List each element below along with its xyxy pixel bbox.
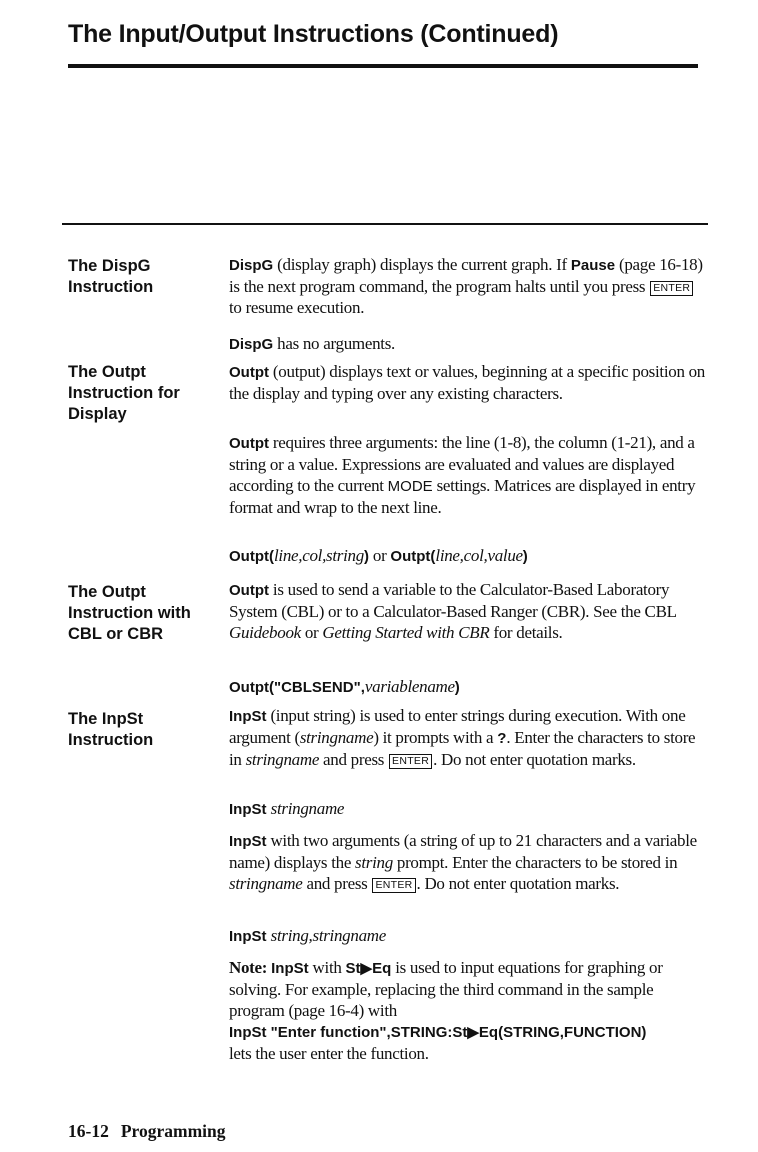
keyword: DispG <box>229 336 274 353</box>
section-rule <box>62 223 708 225</box>
keyword: InpSt <box>229 833 267 850</box>
code-example: InpSt "Enter function",STRING:St▶Eq(STRING,FUNCTION) <box>229 1024 647 1041</box>
text: requires three arguments: the line (1-8), the column (1-21), and a string or a value. Expressions are evaluated and values are displayed according to the current <box>229 433 695 495</box>
text: settings. Matrices are displayed in entry format and wrap to the next line. <box>229 476 696 517</box>
text: and press <box>319 750 389 769</box>
text: ) it prompts with a <box>373 728 498 747</box>
dispg-paragraph-2 <box>229 333 709 355</box>
heading-line: The Outpt <box>68 363 146 381</box>
keyword: InpSt <box>229 801 271 818</box>
argument: string <box>355 853 393 872</box>
text: . Enter the characters to store in <box>229 728 696 769</box>
heading-dispg <box>68 256 218 298</box>
inpst-note <box>229 957 709 1064</box>
heading-line: The DispG <box>68 257 151 275</box>
text: prompt. Enter the characters to be stored in <box>392 853 678 872</box>
text: for details. <box>489 623 563 642</box>
inpst-syntax-1 <box>229 798 709 820</box>
text: to resume execution. <box>229 298 365 317</box>
heading-outpt-cbl <box>68 582 218 645</box>
keyword: Outpt <box>229 364 269 381</box>
text: . Do not enter quotation marks. <box>416 874 620 893</box>
outpt-display-paragraph-1 <box>229 361 709 404</box>
text: lets the user enter the function. <box>229 1044 429 1063</box>
heading-inpst <box>68 709 218 751</box>
page-number: 16-12 <box>68 1121 109 1141</box>
keyword: Outpt( <box>229 548 274 565</box>
mode-label: MODE <box>387 478 433 495</box>
enter-key-glyph: ENTER <box>372 878 415 893</box>
keyword: Outpt("CBLSEND", <box>229 679 365 696</box>
outpt-display-paragraph-2 <box>229 432 709 518</box>
keyword: St▶Eq <box>345 960 392 977</box>
keyword: Outpt <box>229 582 269 599</box>
keyword: ) <box>363 548 369 565</box>
keyword: InpSt <box>229 708 267 725</box>
argument: stringname <box>270 799 345 818</box>
dispg-paragraph-1 <box>229 254 709 318</box>
text: (output) displays text or values, beginning at a specific position on the display and typing over any existing characters. <box>229 362 706 403</box>
argument: stringname <box>245 750 320 769</box>
keyword: Outpt <box>229 435 269 452</box>
heading-line: Instruction <box>68 731 154 749</box>
keyword: InpSt <box>271 960 309 977</box>
text: has no arguments. <box>273 334 395 353</box>
text: (page 16-18) is the next program command, the program halts until you press <box>229 255 703 296</box>
text: and press <box>302 874 372 893</box>
title-rule <box>68 64 698 68</box>
heading-outpt-display <box>68 362 218 425</box>
keyword: InpSt <box>229 928 271 945</box>
prompt-symbol: ? <box>497 730 507 747</box>
heading-line: CBL or CBR <box>68 625 164 643</box>
heading-line: The Outpt <box>68 583 146 601</box>
outpt-cbl-paragraph-1 <box>229 579 709 643</box>
heading-line: Display <box>68 405 127 423</box>
text: . Do not enter quotation marks. <box>433 750 636 769</box>
book-title: Getting Started with CBR <box>322 623 490 642</box>
keyword: Pause <box>570 257 616 274</box>
book-title: Guidebook <box>229 623 301 642</box>
heading-line: The InpSt <box>68 710 144 728</box>
keyword: ) <box>454 679 460 696</box>
enter-key-glyph: ENTER <box>389 754 432 769</box>
keyword: ) <box>522 548 528 565</box>
page-footer <box>68 1121 226 1142</box>
text: (input string) is used to enter strings during execution. With one argument ( <box>229 706 686 747</box>
text: is used to input equations for graphing or solving. For example, replacing the third command in the sample program (page 16-4) with <box>229 958 663 1020</box>
inpst-syntax-2 <box>229 925 709 947</box>
keyword: DispG <box>229 257 274 274</box>
inpst-paragraph-1 <box>229 705 709 770</box>
text: with <box>308 958 346 977</box>
text: or <box>368 546 391 565</box>
heading-line: Instruction <box>68 278 154 296</box>
text: with two arguments (a string of up to 21 characters and a variable name) displays the <box>229 831 697 872</box>
section-name: Programming <box>120 1121 226 1141</box>
enter-key-glyph: ENTER <box>650 281 693 296</box>
text: (display graph) displays the current graph. If <box>273 255 571 274</box>
heading-line: Instruction with <box>68 604 191 622</box>
argument: string,stringname <box>270 926 386 945</box>
page-title: The Input/Output Instructions (Continued) <box>68 20 559 48</box>
outpt-cbl-syntax <box>229 676 709 698</box>
outpt-display-syntax <box>229 545 709 567</box>
argument: stringname <box>229 874 303 893</box>
argument: stringname <box>299 728 374 747</box>
text: or <box>300 623 323 642</box>
inpst-paragraph-2 <box>229 830 709 894</box>
text: is used to send a variable to the Calculator-Based Laboratory System (CBL) or to a Calculator-Based Ranger (CBR). See the CBL <box>229 580 677 621</box>
argument: line,col,value <box>435 546 523 565</box>
argument: variablename <box>364 677 455 696</box>
argument: line,col,string <box>273 546 364 565</box>
heading-line: Instruction for <box>68 384 180 402</box>
keyword: Outpt( <box>390 548 436 565</box>
note-label: Note: <box>229 958 268 977</box>
